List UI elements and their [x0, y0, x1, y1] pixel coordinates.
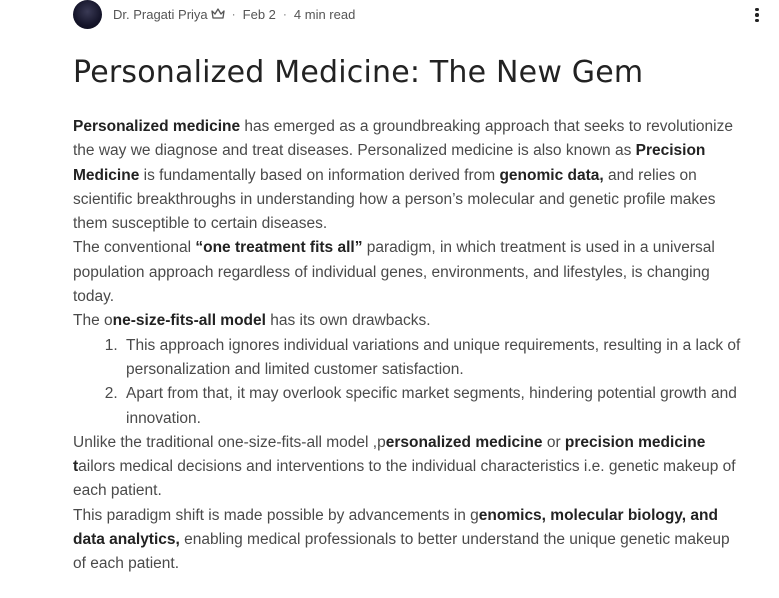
bold-text: ne-size-fits-all model — [112, 312, 266, 330]
bold-text: genomic data, — [499, 166, 604, 184]
meta-separator: · — [282, 7, 287, 21]
text: paradigm, in which treatment is used in a universal population approach regardless of individual genes, environments, and lifestyles, is changing today. — [73, 239, 715, 306]
bold-text: “one treatment fits all” — [195, 239, 363, 257]
text: and relies on scientific breakthroughs in understanding how a person’s molecular and genetic profile makes them susceptible to certain diseases. — [73, 166, 716, 233]
post-meta — [113, 7, 355, 22]
text: enabling medical professionals to better understand the unique genetic makeup of each patient. — [73, 531, 730, 573]
paragraph — [73, 431, 743, 504]
author-name[interactable]: Dr. Pragati Priya — [113, 6, 208, 22]
bold-text: Personalized medicine — [73, 118, 241, 135]
crown-icon — [211, 8, 225, 20]
bold-text: t — [73, 458, 79, 476]
more-options-icon[interactable] — [747, 5, 767, 25]
text: The o — [73, 312, 113, 330]
post-header — [73, 0, 749, 28]
text: This paradigm shift is made possible by advancements in g — [73, 506, 479, 524]
meta-separator: · — [231, 7, 236, 21]
bold-text: Precision Medicine — [73, 142, 706, 184]
text: has its own drawbacks. — [265, 312, 431, 330]
paragraph — [73, 236, 743, 309]
post-date: Feb 2 — [242, 6, 276, 22]
text: is fundamentally based on information derived from — [139, 166, 500, 184]
bold-text: ersonalized medicine — [385, 433, 543, 451]
post-body — [73, 115, 743, 577]
author-avatar[interactable] — [73, 0, 102, 29]
paragraph — [73, 504, 743, 577]
read-time: 4 min read — [293, 6, 356, 22]
paragraph — [73, 309, 743, 333]
text: or — [542, 433, 565, 451]
text: ailors medical decisions and interventions to the individual characteristics i.e. genetic makeup of each patient. — [73, 458, 736, 500]
list-item: 1. This approach ignores individual variations and unique requirements, resulting in a lack of personalization and limited customer satisfaction. — [122, 334, 743, 383]
text: has emerged as a groundbreaking approach that seeks to revolutionize the way we diagnose and treat diseases. Personalized medicine is also known as — [73, 118, 733, 160]
list-item: 2. Apart from that, it may overlook specific market segments, hindering potential growth and innovation. — [122, 382, 743, 431]
text: Unlike the traditional one-size-fits-all model ,p — [73, 433, 386, 451]
drawbacks-list — [73, 334, 743, 431]
text: The conventional — [73, 239, 196, 257]
bold-text: enomics, molecular biology, and data analytics, — [73, 506, 718, 549]
bold-text: precision medicine — [564, 433, 706, 451]
paragraph — [73, 115, 743, 236]
post-title: Personalized Medicine: The New Gem — [73, 55, 644, 90]
